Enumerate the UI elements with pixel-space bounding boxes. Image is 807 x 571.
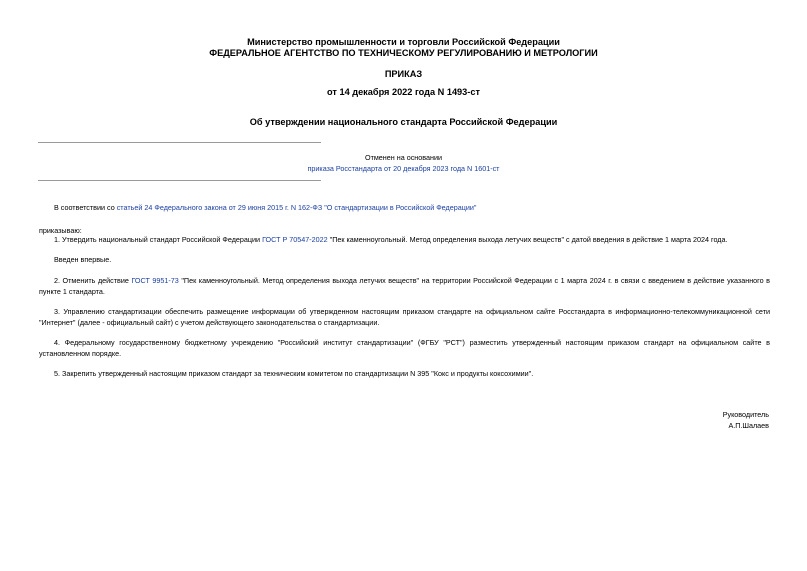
- item-1-paragraph: [39, 234, 770, 245]
- item-1-prefix: 1. Утвердить национальный стандарт Российской Федерации: [54, 235, 263, 244]
- divider-top: [38, 142, 321, 143]
- gost-9951-link[interactable]: ГОСТ 9951-73: [131, 276, 179, 285]
- federal-law-link[interactable]: статьей 24 Федерального закона от 29 июня 2015 г. N 162-ФЗ "О стандартизации в Российской Федерации": [116, 203, 477, 212]
- cancel-notice-line: [0, 164, 807, 173]
- date-number-heading: от 14 декабря 2022 года N 1493-ст: [327, 87, 480, 97]
- item-1-suffix: "Пек каменноугольный. Метод определения выхода летучих веществ" с датой введения в действие 1 марта 2024 года.: [327, 235, 728, 244]
- item-2-prefix: 2. Отменить действие: [54, 276, 132, 285]
- order-word: приказываю:: [39, 226, 82, 235]
- item-2-paragraph: [39, 275, 770, 297]
- item-5-paragraph: 5. Закрепить утвержденный настоящим приказом стандарт за техническим комитетом по стандартизации N 395 "Кокс и продукты коксохимии".: [54, 369, 534, 378]
- agency-heading: ФЕДЕРАЛЬНОЕ АГЕНТСТВО ПО ТЕХНИЧЕСКОМУ РЕГУЛИРОВАНИЮ И МЕТРОЛОГИИ: [209, 48, 598, 58]
- signature-name: А.П.Шалаев: [728, 421, 769, 430]
- signature-role: Руководитель: [722, 410, 769, 419]
- item-3-paragraph: 3. Управлению стандартизации обеспечить размещение информации об утвержденном настоящим приказом стандарте на официальном сайте Росстандарта в информационно-телекоммуникационной сети "Интернет" (далее - официальный сайт) с учетом действующего законодательства о стандартизации.: [39, 307, 770, 327]
- preamble-prefix: В соответствии со: [54, 203, 117, 212]
- preamble-paragraph: [39, 202, 770, 213]
- doc-type-heading: ПРИКАЗ: [384, 69, 423, 79]
- first-time-note: Введен впервые.: [54, 255, 112, 264]
- ministry-heading: Министерство промышленности и торговли Российской Федерации: [247, 37, 560, 47]
- item-4-paragraph: 4. Федеральному государственному бюджетному учреждению "Российский институт стандартизации" (ФГБУ "РСТ") разместить утвержденный настоящим приказом стандарт на официальном сайте в установленном порядке.: [39, 338, 770, 358]
- document-title: Об утверждении национального стандарта Российской Федерации: [249, 117, 558, 127]
- item-2-suffix: "Пек каменноугольный. Метод определения выхода летучих веществ" на территории Российской Федерации с 1 марта 2024 г. в связи с введением в действие указанного в пункте 1 стандарта.: [39, 276, 770, 296]
- cancel-order-link[interactable]: приказа Росстандарта от 20 декабря 2023 года N 1601-ст: [307, 164, 500, 173]
- cancel-notice-text: Отменен на основании: [364, 153, 442, 162]
- gost-r-70547-link[interactable]: ГОСТ Р 70547-2022: [262, 235, 328, 244]
- divider-bottom: [38, 180, 321, 181]
